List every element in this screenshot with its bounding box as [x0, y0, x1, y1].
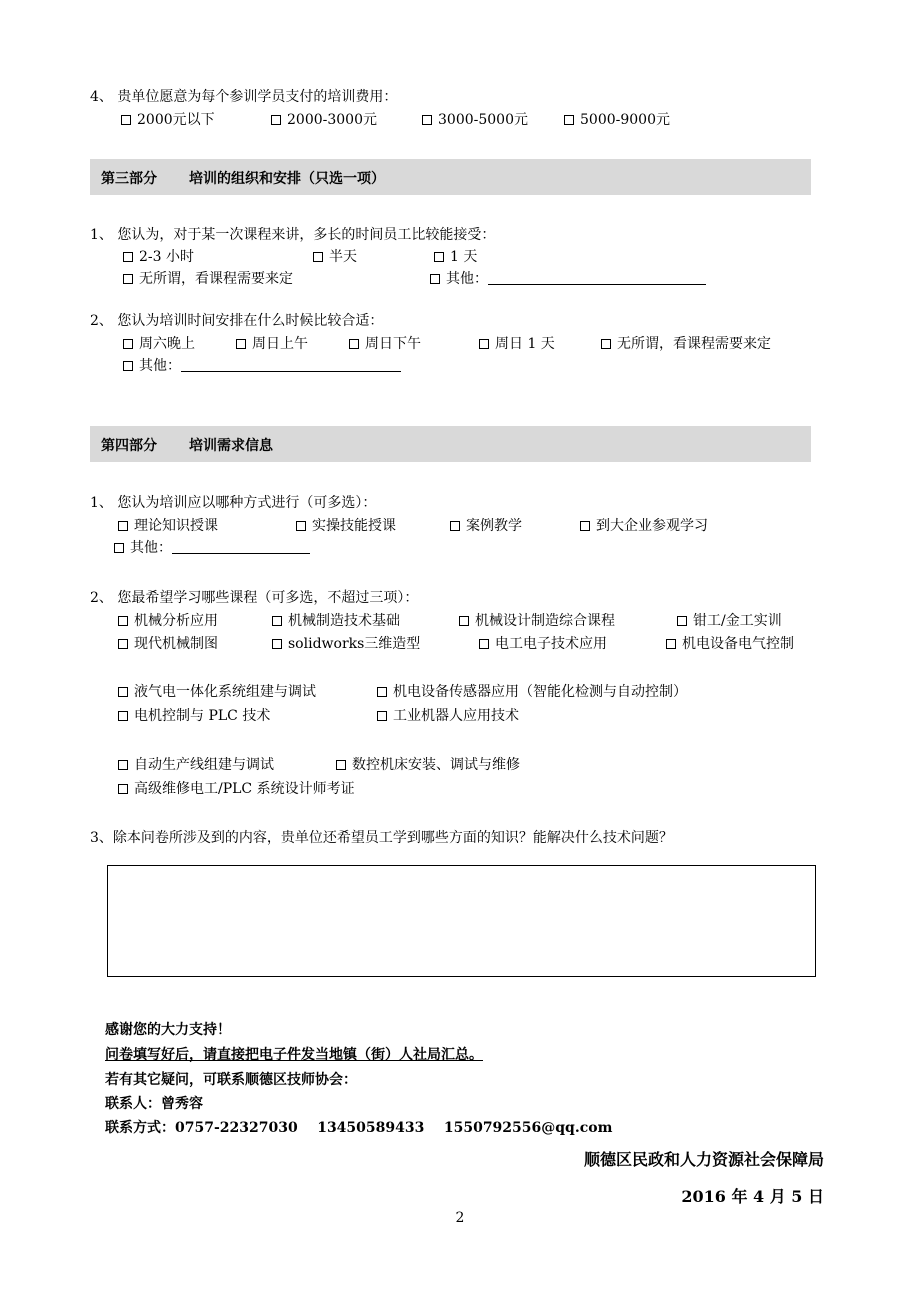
- inquiry-text: 若有其它疑问，可联系顺德区技师协会：: [105, 1072, 357, 1088]
- p4-q2-option-3[interactable]: 机械设计制造综合课程: [459, 612, 615, 630]
- p4-q2-option-7[interactable]: 电工电子技术应用: [479, 635, 607, 653]
- p4-q2-option-5[interactable]: 现代机械制图: [118, 635, 218, 653]
- checkbox-icon[interactable]: [666, 639, 676, 649]
- section-header-part4: [90, 426, 811, 462]
- checkbox-icon[interactable]: [114, 543, 124, 553]
- p4-q1-option-other[interactable]: 其他：: [114, 539, 310, 557]
- checkbox-icon[interactable]: [434, 252, 444, 262]
- checkbox-icon[interactable]: [123, 361, 133, 371]
- section-subtitle: 培训需求信息: [189, 438, 273, 454]
- contact-person: 联系人：曾秀容: [105, 1096, 203, 1112]
- document-date: 2016 年 4 月 5 日: [681, 1187, 824, 1206]
- checkbox-icon[interactable]: [236, 339, 246, 349]
- checkbox-icon[interactable]: [422, 115, 432, 125]
- checkbox-icon[interactable]: [272, 616, 282, 626]
- checkbox-icon[interactable]: [272, 639, 282, 649]
- p3-q2-other-input[interactable]: [181, 357, 401, 372]
- p4-q2-question: 2、 您最希望学习哪些课程（可多选，不超过三项）：: [90, 590, 419, 606]
- checkbox-icon[interactable]: [118, 687, 128, 697]
- p4-q1-option-2[interactable]: 实操技能授课: [296, 517, 396, 535]
- page-number: 2: [455, 1210, 465, 1226]
- checkbox-icon[interactable]: [377, 687, 387, 697]
- p4-q1-question: 1、 您认为培训应以哪种方式进行（可多选）：: [90, 495, 377, 511]
- p3-q1-option-3[interactable]: 1 天: [434, 248, 477, 266]
- checkbox-icon[interactable]: [121, 115, 131, 125]
- p4-q2-option-4[interactable]: 钳工/金工实训: [677, 612, 782, 630]
- p4-q1-option-4[interactable]: 到大企业参观学习: [580, 517, 708, 535]
- q4-option-4[interactable]: 5000-9000元: [564, 111, 670, 129]
- q4-option-1[interactable]: 2000元以下: [121, 111, 215, 129]
- answer-textarea[interactable]: [107, 865, 816, 977]
- p4-q2-option-12[interactable]: 工业机器人应用技术: [377, 707, 519, 725]
- p3-q1-option-2[interactable]: 半天: [313, 248, 357, 266]
- p3-q1-other-input[interactable]: [488, 270, 706, 285]
- checkbox-icon[interactable]: [430, 274, 440, 284]
- checkbox-icon[interactable]: [123, 339, 133, 349]
- checkbox-icon[interactable]: [450, 521, 460, 531]
- p4-q2-option-14[interactable]: 数控机床安装、调试与维修: [336, 756, 520, 774]
- checkbox-icon[interactable]: [336, 760, 346, 770]
- section-header-part3: [90, 159, 811, 195]
- checkbox-icon[interactable]: [118, 616, 128, 626]
- checkbox-icon[interactable]: [349, 339, 359, 349]
- p4-q2-option-6[interactable]: solidworks三维造型: [272, 635, 420, 653]
- instruction-text: 问卷填写好后，请直接把电子件发当地镇（街）人社局汇总。: [105, 1047, 483, 1063]
- p3-q2-option-5[interactable]: 无所谓，看课程需要来定: [601, 335, 771, 353]
- p3-q1-option-1[interactable]: 2-3 小时: [123, 248, 194, 266]
- checkbox-icon[interactable]: [459, 616, 469, 626]
- p4-q2-option-2[interactable]: 机械制造技术基础: [272, 612, 400, 630]
- checkbox-icon[interactable]: [118, 521, 128, 531]
- checkbox-icon[interactable]: [123, 274, 133, 284]
- p4-q2-option-9[interactable]: 液气电一体化系统组建与调试: [118, 683, 316, 701]
- q4-option-3[interactable]: 3000-5000元: [422, 111, 528, 129]
- checkbox-icon[interactable]: [479, 339, 489, 349]
- p4-q2-option-10[interactable]: 机电设备传感器应用（智能化检测与自动控制）: [377, 683, 687, 701]
- p3-q2-option-3[interactable]: 周日下午: [349, 335, 421, 353]
- p4-q2-option-11[interactable]: 电机控制与 PLC 技术: [118, 707, 270, 725]
- checkbox-icon[interactable]: [118, 639, 128, 649]
- checkbox-icon[interactable]: [118, 760, 128, 770]
- checkbox-icon[interactable]: [313, 252, 323, 262]
- p4-q1-option-3[interactable]: 案例教学: [450, 517, 522, 535]
- checkbox-icon[interactable]: [296, 521, 306, 531]
- checkbox-icon[interactable]: [118, 784, 128, 794]
- p4-q2-option-15[interactable]: 高级维修电工/PLC 系统设计师考证: [118, 780, 355, 798]
- p4-q2-option-8[interactable]: 机电设备电气控制: [666, 635, 794, 653]
- organization-signature: 顺德区民政和人力资源社会保障局: [583, 1150, 824, 1169]
- checkbox-icon[interactable]: [377, 711, 387, 721]
- p3-q1-question: 1、 您认为，对于某一次课程来讲，多长的时间员工比较能接受：: [90, 227, 496, 243]
- checkbox-icon[interactable]: [118, 711, 128, 721]
- section-title: 第三部分: [101, 171, 157, 187]
- q4-question: 4、 贵单位愿意为每个参训学员支付的培训费用：: [90, 89, 398, 105]
- p3-q2-option-other[interactable]: 其他：: [123, 357, 401, 375]
- checkbox-icon[interactable]: [271, 115, 281, 125]
- checkbox-icon[interactable]: [601, 339, 611, 349]
- p3-q2-option-2[interactable]: 周日上午: [236, 335, 308, 353]
- checkbox-icon[interactable]: [123, 252, 133, 262]
- p4-q3-question: 3、除本问卷所涉及到的内容，贵单位还希望员工学到哪些方面的知识？能解决什么技术问题？: [90, 830, 673, 846]
- contact-info: 联系方式：0757-22327030 13450589433 1550792556@qq.com: [105, 1120, 613, 1136]
- p4-q1-option-1[interactable]: 理论知识授课: [118, 517, 218, 535]
- p3-q1-option-4[interactable]: 无所谓，看课程需要来定: [123, 270, 293, 288]
- checkbox-icon[interactable]: [479, 639, 489, 649]
- p3-q1-option-other[interactable]: 其他：: [430, 270, 706, 288]
- q4-option-2[interactable]: 2000-3000元: [271, 111, 377, 129]
- p4-q2-option-1[interactable]: 机械分析应用: [118, 612, 218, 630]
- checkbox-icon[interactable]: [580, 521, 590, 531]
- p4-q2-option-13[interactable]: 自动生产线组建与调试: [118, 756, 274, 774]
- section-title: 第四部分: [101, 438, 157, 454]
- section-subtitle: 培训的组织和安排（只选一项）: [189, 171, 385, 187]
- p3-q2-option-1[interactable]: 周六晚上: [123, 335, 195, 353]
- checkbox-icon[interactable]: [677, 616, 687, 626]
- p3-q2-question: 2、 您认为培训时间安排在什么时候比较合适：: [90, 313, 384, 329]
- thanks-text: 感谢您的大力支持！: [105, 1022, 231, 1038]
- p3-q2-option-4[interactable]: 周日 1 天: [479, 335, 555, 353]
- checkbox-icon[interactable]: [564, 115, 574, 125]
- p4-q1-other-input[interactable]: [172, 539, 310, 554]
